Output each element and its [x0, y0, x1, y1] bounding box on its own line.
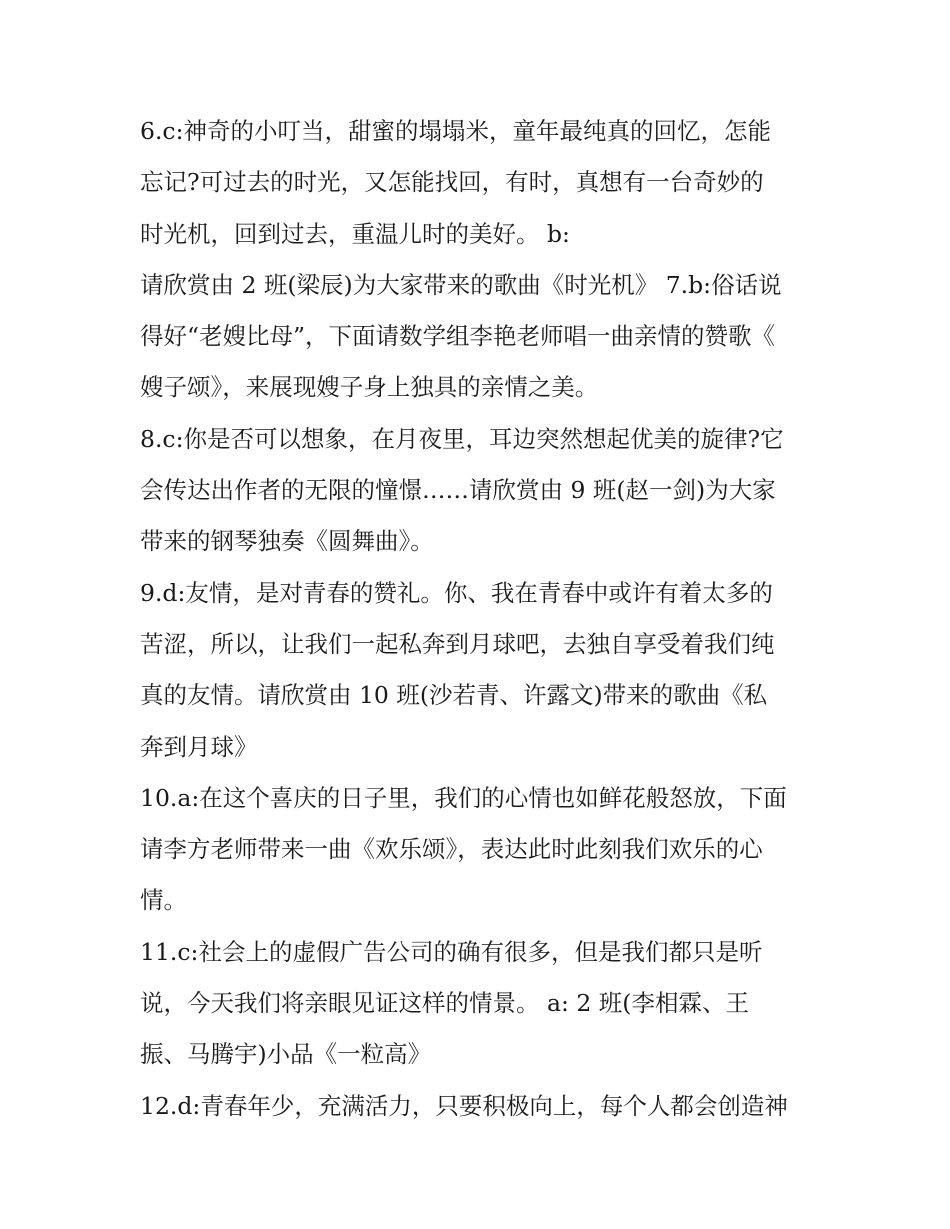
text-line: 请欣赏由 2 班(梁辰)为大家带来的歌曲《时光机》 7.b:俗话说	[140, 270, 782, 299]
text-line: 12.d:青春年少，充满活力，只要积极向上，每个人都会创造神	[140, 1091, 788, 1120]
text-line: 请李方老师带来一曲《欢乐颂》，表达此时此刻我们欢乐的心	[140, 835, 763, 864]
text-line: 10.a:在这个喜庆的日子里，我们的心情也如鲜花般怒放，下面	[140, 783, 787, 812]
text-line: 8.c:你是否可以想象，在月夜里，耳边突然想起优美的旋律?它	[140, 424, 784, 453]
text-line: 奔到月球》	[140, 732, 258, 761]
document-body	[140, 106, 820, 1132]
text-line: 说，今天我们将亲眼见证这样的情景。 a: 2 班(李相霖、王	[140, 989, 749, 1018]
text-line: 9.d:友情，是对青春的赞礼。你、我在青春中或许有着太多的	[140, 578, 773, 607]
text-line: 6.c:神奇的小叮当，甜蜜的塌塌米，童年最纯真的回忆，怎能	[140, 117, 771, 145]
text-line: 嫂子颂》，来展现嫂子身上独具的亲情之美。	[140, 373, 599, 402]
text-line: 忘记?可过去的时光，又怎能找回，有时，真想有一台奇妙的	[140, 168, 764, 197]
text-line: 真的友情。请欣赏由 10 班(沙若青、许露文)带来的歌曲《私	[140, 681, 768, 710]
text-line: 带来的钢琴独奏《圆舞曲》。	[140, 527, 434, 556]
text-line: 得好“老嫂比母”，下面请数学组李艳老师唱一曲亲情的赞歌《	[140, 322, 776, 351]
text-line: 11.c:社会上的虚假广告公司的确有很多，但是我们都只是听	[140, 937, 763, 966]
text-line: 会传达出作者的无限的憧憬……请欣赏由 9 班(赵一剑)为大家	[140, 476, 776, 505]
text-line: 情。	[140, 886, 187, 915]
text-line: 振、马腾宇)小品《一粒高》	[140, 1040, 432, 1069]
text-line: 时光机，回到过去，重温儿时的美好。 b:	[140, 219, 570, 248]
text-line: 苦涩，所以，让我们一起私奔到月球吧，去独自享受着我们纯	[140, 629, 775, 658]
